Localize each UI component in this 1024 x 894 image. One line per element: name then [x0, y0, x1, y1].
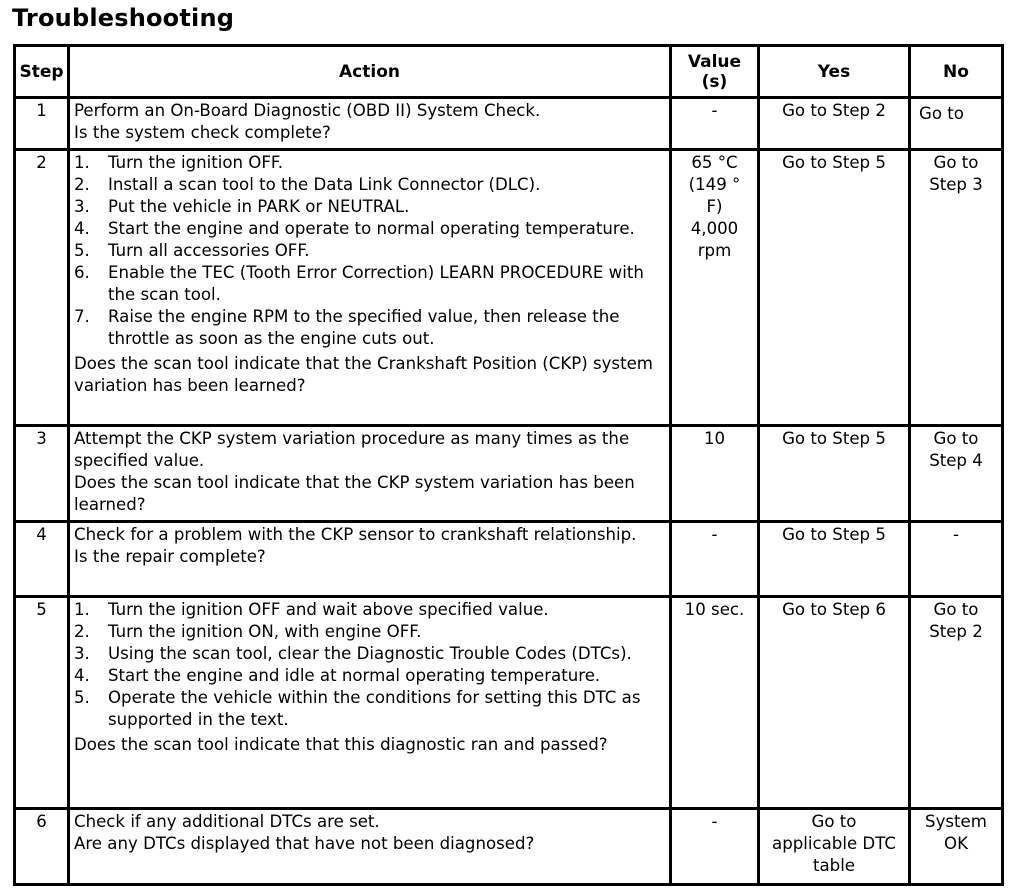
no-cell [910, 150, 1003, 426]
item-number: 4. [74, 219, 90, 238]
no-text: Step 4 [929, 451, 983, 470]
item-text: Using the scan tool, clear the Diagnostic Trouble Codes (DTCs). [108, 644, 632, 663]
item-text: Install a scan tool to the Data Link Connector (DLC). [108, 175, 541, 194]
no-text: - [953, 525, 959, 544]
list-item [74, 262, 665, 306]
action-cell [69, 597, 671, 809]
action-cell [69, 98, 671, 150]
value-cell [671, 522, 759, 597]
step-number: 5 [15, 597, 69, 809]
table-row [15, 426, 1003, 522]
item-number: 6. [74, 263, 90, 282]
no-text: Go to [933, 153, 979, 172]
step-number: 1 [15, 98, 69, 150]
item-text: Raise the engine RPM to the specified value, then release the throttle as soon as the engine cuts out. [108, 307, 620, 348]
header-no: No [910, 46, 1003, 98]
item-number: 1. [74, 153, 90, 172]
yes-text: table [812, 856, 856, 875]
yes-cell [759, 809, 910, 885]
list-item [74, 621, 665, 643]
value-text: - [711, 101, 718, 120]
value-text: 10 sec. [684, 600, 745, 619]
table-row [15, 98, 1003, 150]
item-number: 3. [74, 197, 90, 216]
header-value-line2: (s) [701, 71, 728, 92]
list-item [74, 174, 665, 196]
item-number: 4. [74, 666, 90, 685]
no-cell [910, 809, 1003, 885]
action-cell [69, 809, 671, 885]
yes-text: Go to Step 5 [782, 153, 886, 172]
no-text: OK [944, 834, 968, 853]
table-row [15, 150, 1003, 426]
item-text: Put the vehicle in PARK or NEUTRAL. [108, 197, 410, 216]
item-text: Turn all accessories OFF. [108, 241, 310, 260]
item-text: Enable the TEC (Tooth Error Correction) LEARN PROCEDURE with the scan tool. [108, 263, 644, 304]
value-text: 4,000 [690, 219, 739, 238]
item-text: Start the engine and idle at normal operating temperature. [108, 666, 601, 685]
action-question: Does the scan tool indicate that this diagnostic ran and passed? [74, 735, 608, 754]
action-cell [69, 150, 671, 426]
no-text: Step 3 [929, 175, 983, 194]
yes-cell [759, 98, 910, 150]
item-text: Turn the ignition ON, with engine OFF. [108, 622, 422, 641]
value-text: - [711, 525, 718, 544]
page-title: Troubleshooting [12, 4, 235, 32]
action-cell [69, 522, 671, 597]
no-text: Step 2 [929, 622, 983, 641]
item-number: 2. [74, 622, 90, 641]
item-text: Start the engine and operate to normal operating temperature. [108, 219, 635, 238]
yes-cell [759, 150, 910, 426]
value-cell [671, 426, 759, 522]
header-value-line1: Value [687, 51, 742, 72]
item-number: 3. [74, 644, 90, 663]
item-number: 5. [74, 688, 90, 707]
no-cell [910, 426, 1003, 522]
item-text: Turn the ignition OFF. [108, 153, 284, 172]
yes-text: Go to Step 6 [782, 600, 886, 619]
value-text: - [711, 812, 718, 831]
no-cell [910, 597, 1003, 809]
yes-cell [759, 426, 910, 522]
list-item [74, 306, 665, 350]
yes-text: Go to Step 5 [782, 525, 886, 544]
step-number: 6 [15, 809, 69, 885]
item-text: Turn the ignition OFF and wait above specified value. [108, 600, 549, 619]
yes-text: applicable DTC [772, 834, 896, 853]
action-question: Does the scan tool indicate that the CKP system variation has been learned? [74, 473, 635, 514]
action-steps-list [74, 599, 665, 731]
step-number: 4 [15, 522, 69, 597]
no-text: Go to [933, 600, 979, 619]
header-step: Step [15, 46, 69, 98]
value-text: 10 [703, 429, 726, 448]
table-row [15, 809, 1003, 885]
list-item [74, 643, 665, 665]
table-row [15, 522, 1003, 597]
list-item [74, 687, 665, 731]
troubleshooting-table [13, 44, 1004, 886]
step-number: 3 [15, 426, 69, 522]
action-question: Is the repair complete? [74, 547, 266, 566]
header-value [671, 46, 759, 98]
action-text: Perform an On-Board Diagnostic (OBD II) System Check. [74, 101, 541, 120]
list-item [74, 599, 665, 621]
action-question: Does the scan tool indicate that the Crankshaft Position (CKP) system variation has been learned? [74, 354, 653, 395]
action-cell [69, 426, 671, 522]
table-row [15, 597, 1003, 809]
item-number: 5. [74, 241, 90, 260]
value-text: rpm [697, 241, 732, 260]
value-cell [671, 809, 759, 885]
no-cell [910, 98, 1003, 150]
yes-text: Go to Step 2 [782, 101, 886, 120]
action-text: Attempt the CKP system variation procedure as many times as the specified value. [74, 429, 630, 470]
value-text: 65 °C [691, 153, 738, 172]
action-question: Is the system check complete? [74, 123, 331, 142]
header-yes: Yes [759, 46, 910, 98]
value-cell [671, 150, 759, 426]
item-number: 7. [74, 307, 90, 326]
value-text: (149 ° [688, 175, 741, 194]
action-text: Check for a problem with the CKP sensor to crankshaft relationship. [74, 525, 637, 544]
header-action: Action [69, 46, 671, 98]
value-text: F) [706, 197, 723, 216]
action-question: Are any DTCs displayed that have not been diagnosed? [74, 834, 535, 853]
no-text: System [925, 812, 987, 831]
action-steps-list [74, 152, 665, 350]
list-item [74, 665, 665, 687]
item-text: Operate the vehicle within the conditions for setting this DTC as supported in the text. [108, 688, 641, 729]
value-cell [671, 597, 759, 809]
action-text: Check if any additional DTCs are set. [74, 812, 380, 831]
no-cell [910, 522, 1003, 597]
no-text: Go to [919, 104, 964, 123]
list-item [74, 218, 665, 240]
item-number: 2. [74, 175, 90, 194]
no-text: Go to [933, 429, 979, 448]
step-number: 2 [15, 150, 69, 426]
list-item [74, 240, 665, 262]
list-item [74, 196, 665, 218]
header-row [15, 46, 1003, 98]
yes-text: Go to [811, 812, 857, 831]
yes-cell [759, 522, 910, 597]
yes-cell [759, 597, 910, 809]
yes-text: Go to Step 5 [782, 429, 886, 448]
list-item [74, 152, 665, 174]
item-number: 1. [74, 600, 90, 619]
value-cell [671, 98, 759, 150]
